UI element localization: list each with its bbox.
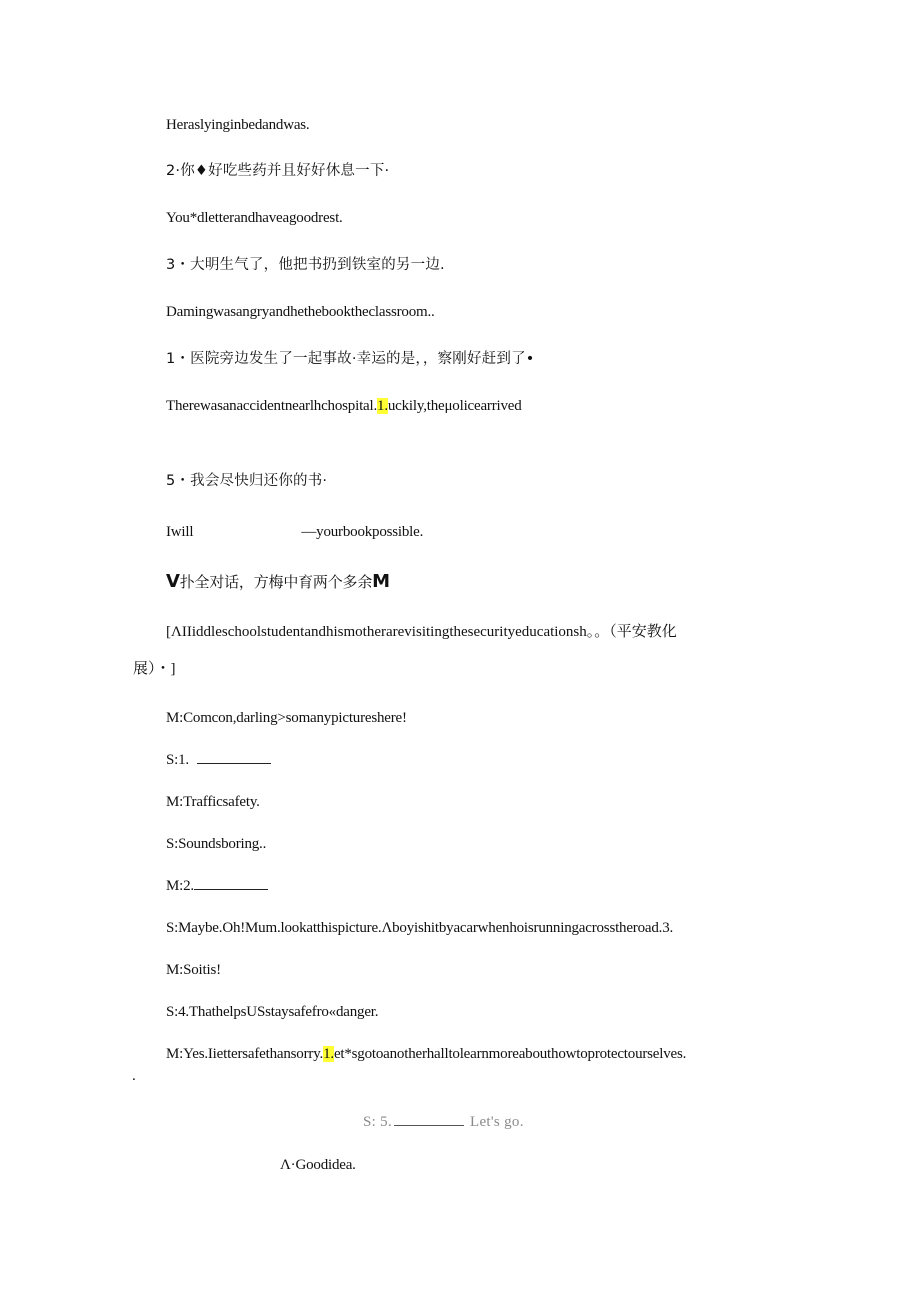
dialogue-line-6: S:Maybe.Oh!Mum.lookatthispicture.Λboyishitbyacarwhenhoisrunningacrosstheroad.3. [166,920,674,936]
dialogue-line-1: M:Comcon,darling>somanypictureshere! [166,710,407,726]
dialogue-intro-continued: 展）・] [133,661,176,677]
dialogue-intro: [ΛIIiddleschoolstudentandhismotherarevisitingthesecurityeducationsh。。（平安教化 [166,624,677,640]
dialogue-line-10-start: S: 5. [363,1114,393,1130]
question-5-chinese: 5・我会尽快归还你的书· [166,473,328,489]
highlight-mark: 1. [323,1046,334,1062]
question-4-english [166,396,522,416]
dialogue-line-8: S:4.ThathelpsUSstaysafefro«danger. [166,1004,379,1020]
question-2-english: You*dletterandhaveagoodrest. [166,210,343,226]
section-heading [166,572,390,592]
option-a: Λ·Goodidea. [280,1157,356,1173]
dialogue-line-2-text: S:1. [166,752,189,768]
question-2-chinese: 2·你♦好吃些药并且好好休息一下· [166,163,390,179]
stray-dot: . [132,1068,136,1084]
highlight-mark: 1. [377,398,388,414]
question-5-english [166,522,423,542]
section-heading-text: 扑全对话，方梅中育两个多余 [179,573,373,591]
dialogue-line-4: S:Soundsboring.. [166,836,267,852]
dialogue-line-2 [166,750,271,770]
sentence-1-english: Heraslyinginbedandwas. [166,117,310,133]
question-4-english-end: uckily,theμolicearrived [387,398,522,414]
question-3-chinese: 3・大明生气了，他把书扔到铁室的另一边. [166,257,445,273]
question-3-english: Damingwasangryandhethebooktheclassroom.. [166,304,435,320]
dialogue-line-3: M:Trafficsafety. [166,794,260,810]
dialogue-line-5-text: M:2. [166,878,194,894]
dialogue-line-9-end: et*sgotoanotherhalltolearnmoreabouthowtoprotectourselves. [333,1046,687,1062]
dialogue-line-9 [166,1044,686,1064]
question-4-chinese: 1・医院旁边发生了一起事故·幸运的是，，察刚好赶到了• [166,351,535,367]
section-heading-v: V [166,571,180,592]
dialogue-line-5 [166,876,268,896]
dialogue-line-10-end: Let's go. [470,1114,524,1130]
question-5-english-end: —yourbookpossible. [301,524,424,540]
dialogue-line-9-start: M:Yes.Iiettersafethansorry. [166,1046,324,1062]
dialogue-line-7: M:Soitis! [166,962,221,978]
answer-blank-1 [197,750,271,764]
question-4-english-start: Therewasanaccidentnearlhchospital. [166,398,378,414]
answer-blank-2 [194,876,268,890]
section-heading-m: M [372,571,390,592]
question-5-english-start: Iwill [166,524,194,540]
answer-blank-5 [394,1112,464,1126]
dialogue-line-10-image [363,1112,524,1131]
